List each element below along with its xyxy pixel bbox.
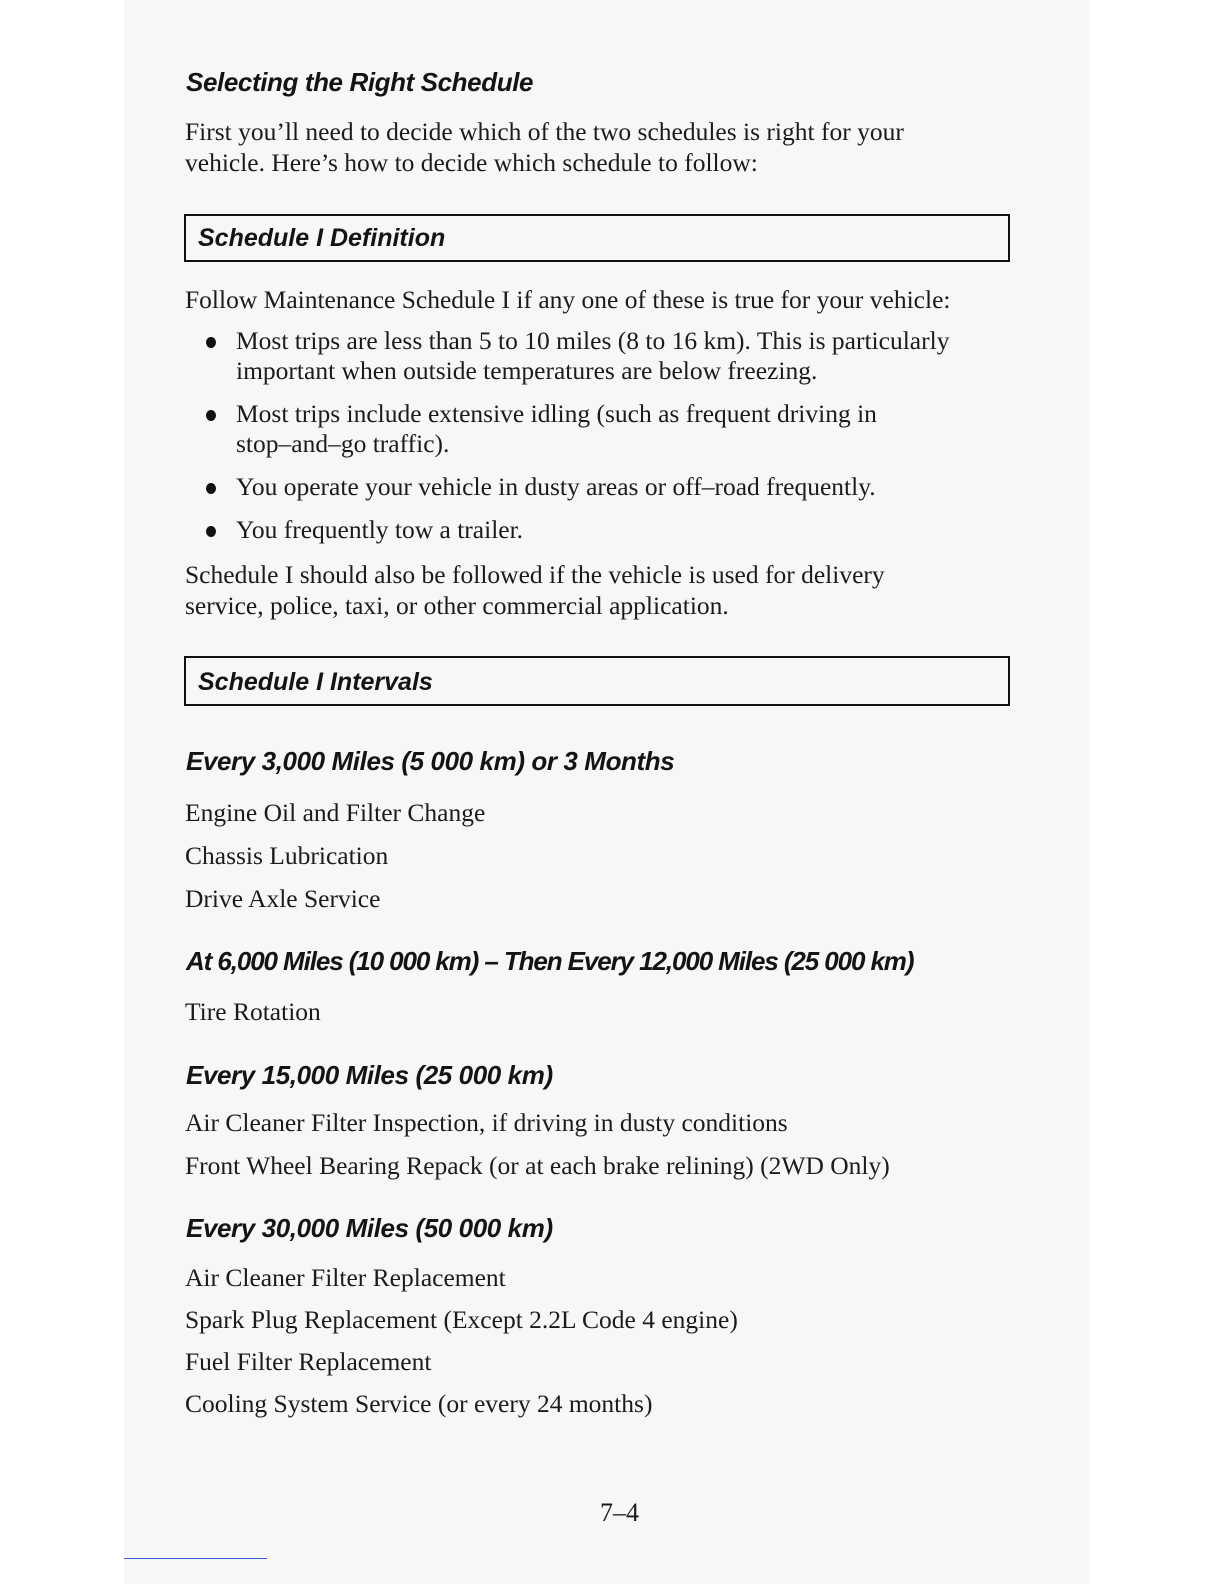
- selecting-paragraph: [185, 116, 1035, 178]
- service-item-spark-plug: Spark Plug Replacement (Except 2.2L Code 4 engine): [185, 1305, 738, 1334]
- service-item-chassis-lubrication: Chassis Lubrication: [185, 841, 389, 870]
- intervals-box: [184, 656, 1010, 706]
- interval-heading-3000: Every 3,000 Miles (5 000 km) or 3 Months: [186, 746, 675, 776]
- bullet-text: [236, 326, 1006, 386]
- definition-box-title: Schedule I Definition: [198, 224, 446, 252]
- bullet-line: stop–and–go traffic).: [236, 429, 450, 458]
- bullet-line: important when outside temperatures are below freezing.: [236, 356, 818, 385]
- bullet-text: [236, 472, 1006, 502]
- bottom-link-underline: [124, 1558, 267, 1559]
- selecting-paragraph-line-1: First you’ll need to decide which of the two schedules is right for your: [185, 117, 904, 146]
- service-item-engine-oil: Engine Oil and Filter Change: [185, 798, 486, 827]
- service-item-air-cleaner-inspection: Air Cleaner Filter Inspection, if driving in dusty conditions: [185, 1108, 788, 1137]
- bullet-line: Most trips are less than 5 to 10 miles (8 to 16 km). This is particularly: [236, 326, 950, 355]
- bullet-dot-icon: [206, 483, 216, 494]
- bullet-line: Most trips include extensive idling (such as frequent driving in: [236, 399, 877, 428]
- interval-heading-30000: Every 30,000 Miles (50 000 km): [186, 1213, 553, 1243]
- bullet-text: [236, 399, 1006, 459]
- bullet-dot-icon: [206, 337, 216, 348]
- page-number: 7–4: [600, 1498, 639, 1527]
- bullet-line: You frequently tow a trailer.: [236, 515, 524, 544]
- bullet-dot-icon: [206, 526, 216, 537]
- definition-intro: Follow Maintenance Schedule I if any one of these is true for your vehicle:: [185, 285, 951, 314]
- definition-outro: [185, 559, 1035, 621]
- bullet-dot-icon: [206, 410, 216, 421]
- definition-outro-line-1: Schedule I should also be followed if the vehicle is used for delivery: [185, 560, 885, 589]
- definition-outro-line-2: service, police, taxi, or other commercial application.: [185, 591, 729, 620]
- service-item-tire-rotation: Tire Rotation: [185, 997, 321, 1026]
- interval-heading-6000: At 6,000 Miles (10 000 km) – Then Every 12,000 Miles (25 000 km): [186, 946, 914, 976]
- service-item-drive-axle: Drive Axle Service: [185, 884, 381, 913]
- intervals-box-title: Schedule I Intervals: [198, 668, 433, 696]
- bullet-line: You operate your vehicle in dusty areas or off–road frequently.: [236, 472, 876, 501]
- selecting-paragraph-line-2: vehicle. Here’s how to decide which schedule to follow:: [185, 148, 758, 177]
- service-item-fuel-filter: Fuel Filter Replacement: [185, 1347, 432, 1376]
- service-item-front-wheel-bearing: Front Wheel Bearing Repack (or at each brake relining) (2WD Only): [185, 1151, 890, 1180]
- service-item-cooling-system: Cooling System Service (or every 24 months): [185, 1389, 653, 1418]
- interval-heading-15000: Every 15,000 Miles (25 000 km): [186, 1060, 553, 1090]
- section-title-selecting-schedule: Selecting the Right Schedule: [186, 67, 534, 97]
- manual-page: [124, 0, 1090, 1584]
- bullet-text: [236, 515, 1006, 545]
- service-item-air-cleaner-replacement: Air Cleaner Filter Replacement: [185, 1263, 506, 1292]
- definition-box: [184, 214, 1010, 262]
